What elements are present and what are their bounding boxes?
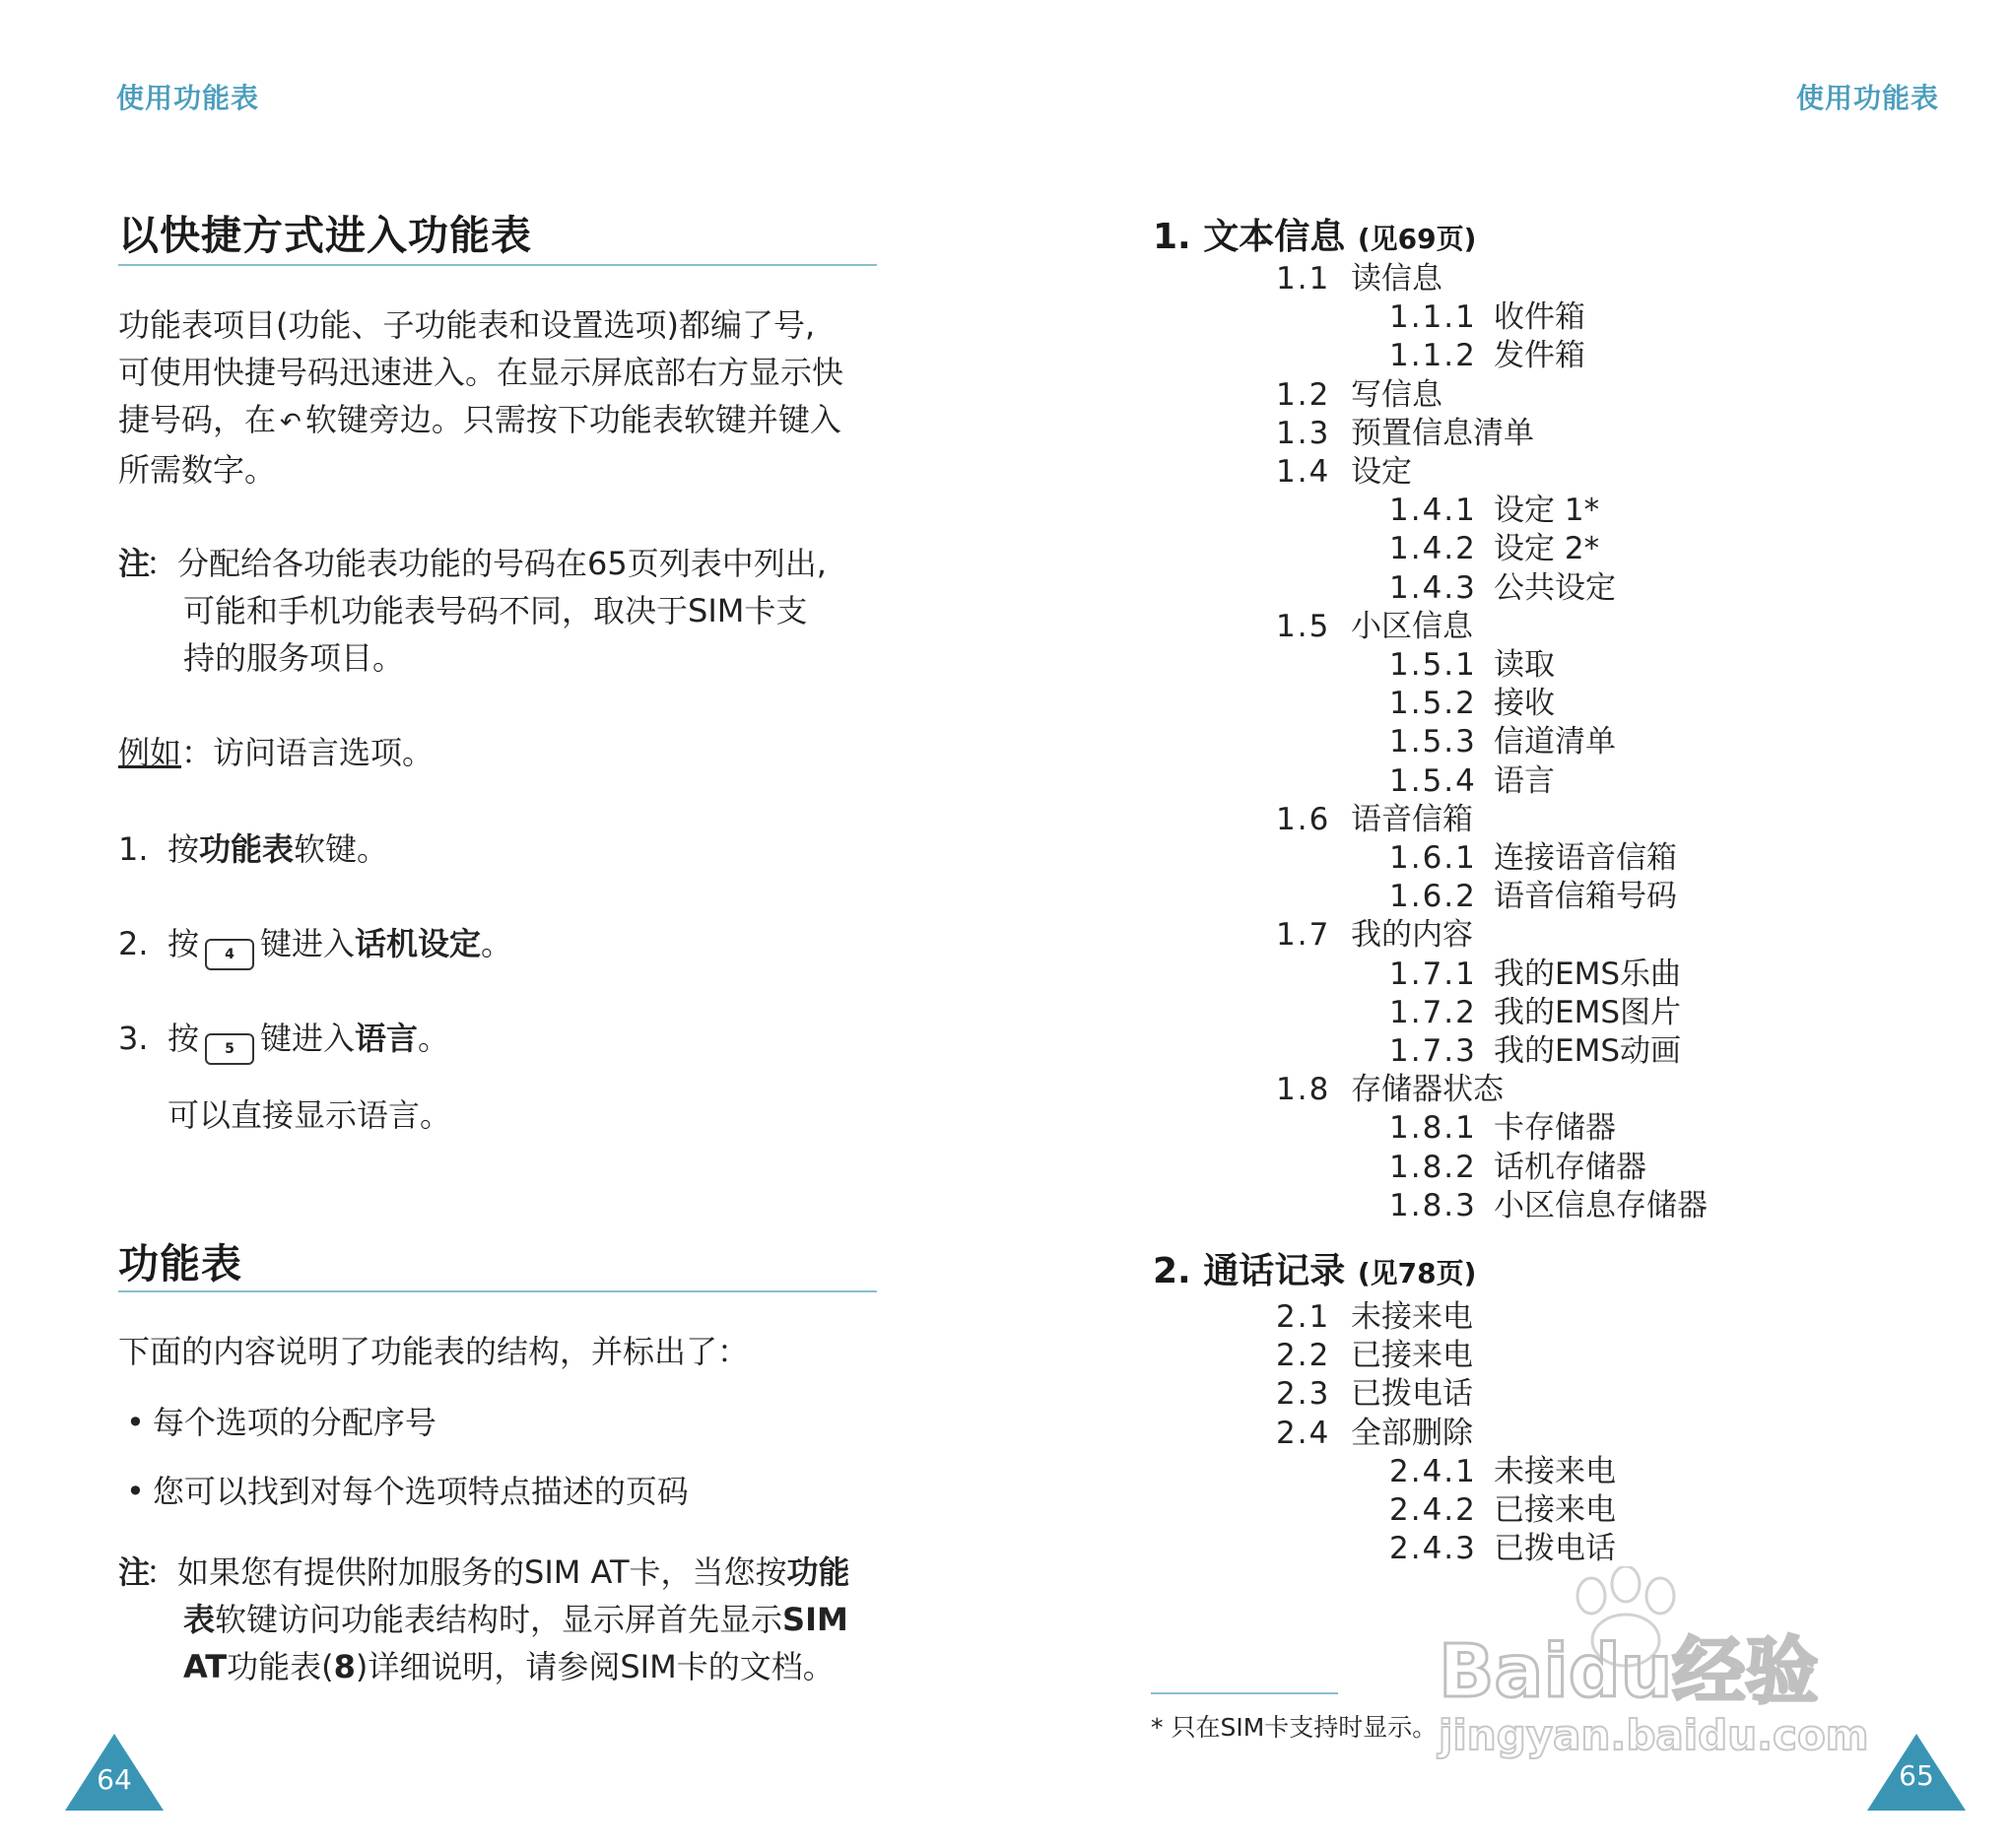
menu-item-label: 设定 1* [1494,493,1600,529]
menu-item-number: 1.6.2 [1389,879,1477,915]
menu-item [1276,453,1412,492]
step-1: 1. 按功能表软键。 [118,830,389,868]
menu-item-number: 1.7.2 [1389,994,1477,1030]
menu-item [1276,1375,1473,1414]
example-line: 例如：访问语言选项。 [118,734,435,771]
menu-item [1389,569,1616,608]
menu-item [1276,801,1473,839]
menu-item [1389,723,1616,761]
menu-item-number: 2.2 [1276,1338,1331,1374]
menu-item-label: 语言 [1494,762,1555,799]
step-2: 2. 按 4 键进入话机设定。 [118,920,512,970]
menu-item-number: 1.6.1 [1389,840,1477,876]
step-3: 3. 按 5 键进入语言。 [118,1015,449,1065]
menu-item-number: 1.7.1 [1389,956,1477,992]
menu-item-label: 发件箱 [1494,338,1585,374]
menu-item-label: 已拨电话 [1494,1531,1616,1567]
footnote: * 只在SIM卡支持时显示。 [1151,1713,1438,1742]
menu-item [1276,1298,1473,1337]
menu-item-label: 设定 [1351,454,1412,490]
menu-item-number: 1.4 [1276,454,1331,490]
menu-item-label: 未接来电 [1351,1299,1473,1335]
menu-item-label: 全部删除 [1351,1415,1473,1451]
menu-item [1389,994,1681,1032]
menu-item-number: 2.4.2 [1389,1492,1477,1528]
menu-item-label: 我的EMS动画 [1494,1033,1682,1069]
menu-item [1389,878,1677,916]
menu-item-number: 1.4.1 [1389,493,1477,529]
menu-item-number: 1.8 [1276,1072,1331,1108]
menu-item-number: 1.5.4 [1389,762,1477,799]
menu-item-label: 公共设定 [1494,569,1616,606]
menu-item-label: 卡存储器 [1494,1110,1616,1147]
menu-item [1389,1530,1616,1568]
menu-item-number: 1.1 [1276,261,1331,297]
menu-item-number: 1.4.2 [1389,531,1477,567]
menu-item-number: 1.5.3 [1389,724,1477,760]
menu-item-number: 1.8.2 [1389,1149,1477,1185]
example-label: 例如 [118,734,182,771]
page-number: 64 [97,1763,132,1796]
note-label: 注 [118,1553,151,1591]
menu-item-number: 1.5.1 [1389,647,1477,683]
menu-item-number: 2.4 [1276,1415,1331,1451]
menu-item-label: 语音信箱号码 [1494,879,1677,915]
menu-item-label: 连接语音信箱 [1494,840,1677,876]
menu-item [1276,1071,1504,1109]
menu-item-number: 1.6 [1276,801,1331,837]
menu-item-label: 接收 [1494,686,1555,722]
menu-item-label: 已接来电 [1351,1338,1473,1374]
menu-item-label: 写信息 [1351,376,1442,413]
section-rule [118,264,877,266]
menu-item-label: 小区信息 [1351,608,1473,644]
menu-item [1276,1415,1473,1453]
menu-item [1389,1453,1616,1491]
menu-item [1389,1491,1616,1530]
running-head: 使用功能表 [1795,82,1939,114]
menu-item [1276,415,1534,453]
step-result: 可以直接显示语言。 [168,1096,452,1134]
menu-item-label: 我的EMS乐曲 [1494,956,1682,992]
running-head: 使用功能表 [116,82,260,114]
note-shortcut-numbers: 注 ：分配给各功能表功能的号码在65页列表中列出, 可能和手机功能表号码不同，取决于SIM卡支 持的服务项目。 [118,540,867,682]
menu-item-label: 我的EMS图片 [1494,994,1682,1030]
menu-item [1389,530,1599,568]
menu-item-label: 存储器状态 [1351,1072,1504,1108]
section-title-shortcut: 以快捷方式进入功能表 [118,212,532,259]
menu-item-label: 信道清单 [1494,724,1616,760]
menu-description: 下面的内容说明了功能表的结构，并标出了： [118,1333,750,1370]
menu-item-number: 1.7 [1276,917,1331,954]
intro-paragraph: 功能表项目(功能、子功能表和设置选项)都编了号, 可使用快捷号码迅速进入。在显示屏底部右方显示快 捷号码，在 ↶ 软键旁边。只需按下功能表软键并键入 所需数字。 [118,306,844,489]
menu-item [1389,839,1677,878]
menu-item [1389,492,1599,530]
menu-item-label: 设定 2* [1494,531,1600,567]
menu-item [1389,646,1555,685]
menu-item [1389,298,1585,337]
menu-item [1276,916,1473,955]
menu-item-label: 收件箱 [1494,299,1585,336]
menu-item [1389,956,1681,994]
key-5-icon: 5 [205,1033,254,1065]
menu-item [1276,260,1442,298]
menu-item-label: 我的内容 [1351,917,1473,954]
menu-item-number: 1.2 [1276,376,1331,413]
watermark-url-text: jingyan.baidu.com [1439,1711,1869,1759]
menu-item-number: 1.5.2 [1389,686,1477,722]
menu-section-heading: 2. 通话记录 (见78页) [1153,1251,1477,1291]
menu-item-number: 2.1 [1276,1299,1331,1335]
menu-item-label: 已拨电话 [1351,1376,1473,1413]
menu-item-number: 1.4.3 [1389,569,1477,606]
menu-item-label: 读取 [1494,647,1555,683]
footnote-rule [1151,1692,1338,1694]
menu-item-number: 1.8.1 [1389,1110,1477,1147]
menu-item-label: 读信息 [1351,261,1442,297]
menu-item [1276,608,1473,646]
menu-item-label: 预置信息清单 [1351,415,1534,451]
menu-item-number: 2.4.1 [1389,1453,1477,1489]
menu-item [1389,685,1555,723]
note-label: 注 [118,545,151,582]
menu-item-number: 2.3 [1276,1376,1331,1413]
menu-item [1276,376,1442,415]
menu-item-label: 已接来电 [1494,1492,1616,1528]
menu-item-number: 1.8.3 [1389,1187,1477,1223]
left-page [0,0,1005,1848]
back-softkey-icon: ↶ [280,408,302,437]
menu-item [1389,1109,1616,1148]
menu-section-heading: 1. 文本信息 (见69页) [1153,217,1477,257]
menu-item-label: 语音信箱 [1351,801,1473,837]
menu-item-number: 1.3 [1276,415,1331,451]
watermark-logo-text: Baidu经验 [1439,1629,1819,1714]
menu-item-number: 1.1.2 [1389,338,1477,374]
menu-item-number: 1.7.3 [1389,1033,1477,1069]
menu-item-number: 2.4.3 [1389,1531,1477,1567]
key-4-icon: 4 [205,939,254,970]
menu-item [1276,1337,1473,1375]
menu-item-number: 1.1.1 [1389,299,1477,336]
bullet-item: • 您可以找到对每个选项特点描述的页码 [126,1468,689,1515]
menu-item [1389,337,1585,375]
baidu-watermark [1429,1566,1902,1763]
menu-item-label: 未接来电 [1494,1453,1616,1489]
section-rule [118,1290,877,1292]
page-number: 65 [1899,1759,1934,1792]
menu-item [1389,1187,1708,1225]
section-title-menu: 功能表 [118,1240,242,1287]
menu-item-label: 小区信息存储器 [1494,1187,1708,1223]
menu-item-label: 话机存储器 [1494,1149,1646,1185]
menu-item-number: 1.5 [1276,608,1331,644]
bullet-item: • 每个选项的分配序号 [126,1399,436,1446]
menu-item [1389,1032,1681,1071]
menu-item [1389,1149,1646,1187]
menu-item [1389,762,1555,801]
note-sim-at: 注 ：如果您有提供附加服务的SIM AT卡，当您按功能 表软键访问功能表结构时，显示屏首先显示SIM AT功能表(8)详细说明，请参阅SIM卡的文档。 [118,1549,887,1690]
